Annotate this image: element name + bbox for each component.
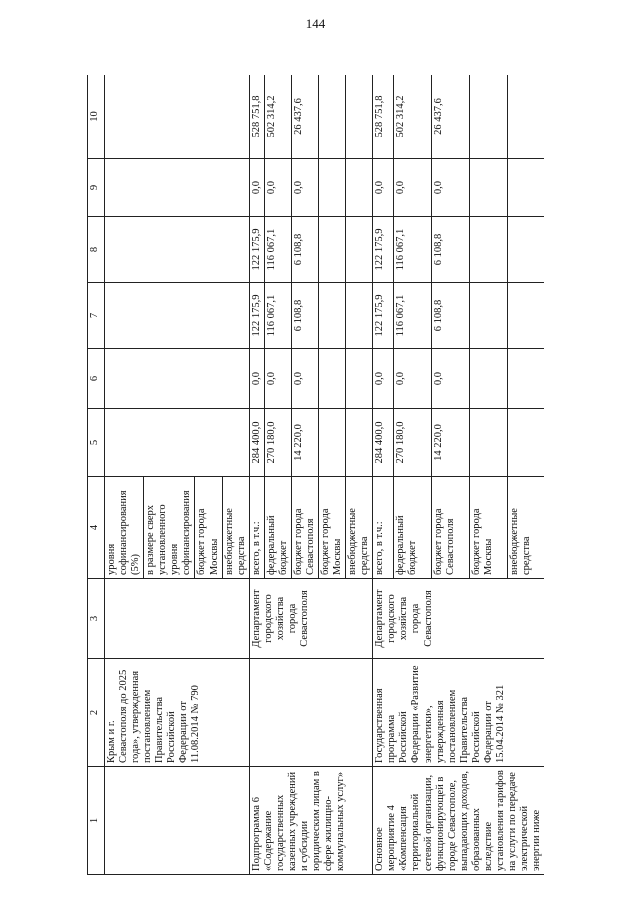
value-cell: 284 400,0 — [373, 409, 394, 477]
legal-basis-cell: Крым и г. Севастополя до 2025 года», утвержденная постановлением Правительства Российской Федерации от 11.08.2014 № 790 — [105, 659, 250, 767]
column-number: 4 — [88, 477, 105, 579]
funding-source: в размере сверх установленного уровня софинансирования — [144, 477, 195, 578]
value-cell — [319, 349, 346, 409]
program-cell: Подпрограмма 6 «Содержание государственных казенных учреждений и субсидии юридическим лицам в сфере жилищно-коммунальных услуг» — [249, 767, 373, 875]
value-cell: 116 067,1 — [394, 283, 432, 349]
value-cell: 502 314,2 — [394, 75, 432, 159]
executor-cell: Департамент городского хозяйства города Севастополя — [249, 579, 373, 659]
funding-source: уровня софинансирования (5%) — [105, 477, 144, 578]
funding-source: внебюджетные средства — [223, 508, 247, 575]
legal-basis-cell: Государственная программа Российской Федерации «Развитие энергетики», утвержденная постановлением Правительства Российской Федерации от 15.04.2014 № 321 — [373, 659, 544, 767]
value-cell: 116 067,1 — [394, 217, 432, 283]
program-cell: Основное мероприятие 4 «Компенсация территориальной сетевой организации, функционирующей в городе Севастополе, выпадающих доходов, образованных вследствие установления тарифов на услуги по передаче электрической энергии ниже — [373, 767, 544, 875]
value-cell: 270 180,0 — [394, 409, 432, 477]
value-cell: 0,0 — [394, 159, 432, 217]
value-cell — [105, 75, 250, 159]
value-cell — [346, 409, 373, 477]
value-cell: 6 108,8 — [291, 283, 318, 349]
funding-source: бюджет города Москвы — [195, 477, 222, 578]
continuation-row — [105, 75, 250, 875]
value-cell: 0,0 — [249, 349, 264, 409]
value-cell — [507, 409, 544, 477]
value-cell — [469, 159, 507, 217]
value-cell: 0,0 — [291, 159, 318, 217]
column-number: 2 — [88, 659, 105, 767]
value-cell — [105, 283, 250, 349]
value-cell: 122 175,9 — [373, 283, 394, 349]
financing-table — [87, 75, 544, 875]
value-cell: 502 314,2 — [264, 75, 291, 159]
value-cell: 0,0 — [249, 159, 264, 217]
table-container — [87, 75, 617, 875]
value-cell: 0,0 — [373, 349, 394, 409]
value-cell: 0,0 — [373, 159, 394, 217]
value-cell: 284 400,0 — [249, 409, 264, 477]
funding-source: бюджет города Москвы — [469, 477, 507, 579]
value-cell — [319, 75, 346, 159]
value-cell — [319, 217, 346, 283]
column-number-row — [88, 75, 105, 875]
value-cell — [346, 75, 373, 159]
funding-source-cell — [105, 477, 250, 579]
table-row — [373, 75, 394, 875]
page-number: 144 — [305, 16, 326, 31]
value-cell — [319, 409, 346, 477]
value-cell — [319, 283, 346, 349]
executor-cell — [105, 579, 250, 659]
value-cell: 270 180,0 — [264, 409, 291, 477]
funding-source: бюджет города Севастополя — [431, 477, 469, 579]
value-cell — [507, 75, 544, 159]
value-cell: 6 108,8 — [291, 217, 318, 283]
value-cell: 122 175,9 — [249, 283, 264, 349]
column-number: 3 — [88, 579, 105, 659]
value-cell — [346, 283, 373, 349]
value-cell: 0,0 — [291, 349, 318, 409]
funding-source: внебюджетные средства — [346, 477, 373, 579]
value-cell — [469, 283, 507, 349]
value-cell: 122 175,9 — [249, 217, 264, 283]
column-number: 10 — [88, 75, 105, 159]
value-cell — [469, 75, 507, 159]
value-cell: 0,0 — [264, 349, 291, 409]
value-cell — [346, 217, 373, 283]
rotated-table-frame — [87, 75, 617, 875]
value-cell — [105, 349, 250, 409]
column-number: 1 — [88, 767, 105, 875]
value-cell: 528 751,8 — [373, 75, 394, 159]
value-cell: 528 751,8 — [249, 75, 264, 159]
legal-basis-cell — [249, 659, 373, 767]
value-cell — [469, 409, 507, 477]
funding-source: всего, в т.ч.: — [249, 477, 264, 579]
value-cell: 6 108,8 — [431, 217, 469, 283]
value-cell: 0,0 — [431, 159, 469, 217]
column-number: 6 — [88, 349, 105, 409]
column-number: 7 — [88, 283, 105, 349]
executor-cell: Департамент городского хозяйства города Севастополя — [373, 579, 544, 659]
value-cell: 0,0 — [431, 349, 469, 409]
value-cell — [507, 349, 544, 409]
value-cell — [346, 349, 373, 409]
funding-source: внебюджетные средства — [507, 477, 544, 579]
value-cell: 14 220,0 — [431, 409, 469, 477]
funding-source: всего, в т.ч.: — [373, 477, 394, 579]
value-cell — [319, 159, 346, 217]
value-cell — [105, 409, 250, 477]
funding-source: федеральный бюджет — [264, 477, 291, 579]
value-cell — [469, 349, 507, 409]
column-number: 8 — [88, 217, 105, 283]
value-cell — [105, 217, 250, 283]
table-row — [249, 75, 264, 875]
value-cell: 0,0 — [394, 349, 432, 409]
value-cell: 14 220,0 — [291, 409, 318, 477]
value-cell: 26 437,6 — [431, 75, 469, 159]
value-cell — [507, 217, 544, 283]
value-cell: 0,0 — [264, 159, 291, 217]
value-cell — [469, 217, 507, 283]
value-cell: 6 108,8 — [431, 283, 469, 349]
value-cell — [507, 283, 544, 349]
value-cell: 26 437,6 — [291, 75, 318, 159]
value-cell: 116 067,1 — [264, 217, 291, 283]
value-cell — [105, 159, 250, 217]
value-cell — [507, 159, 544, 217]
value-cell: 116 067,1 — [264, 283, 291, 349]
value-cell — [346, 159, 373, 217]
value-cell: 122 175,9 — [373, 217, 394, 283]
column-number: 9 — [88, 159, 105, 217]
funding-source: бюджет города Москвы — [319, 477, 346, 579]
program-cell — [105, 767, 250, 875]
column-number: 5 — [88, 409, 105, 477]
funding-source: федеральный бюджет — [394, 477, 432, 579]
funding-source: бюджет города Севастополя — [291, 477, 318, 579]
